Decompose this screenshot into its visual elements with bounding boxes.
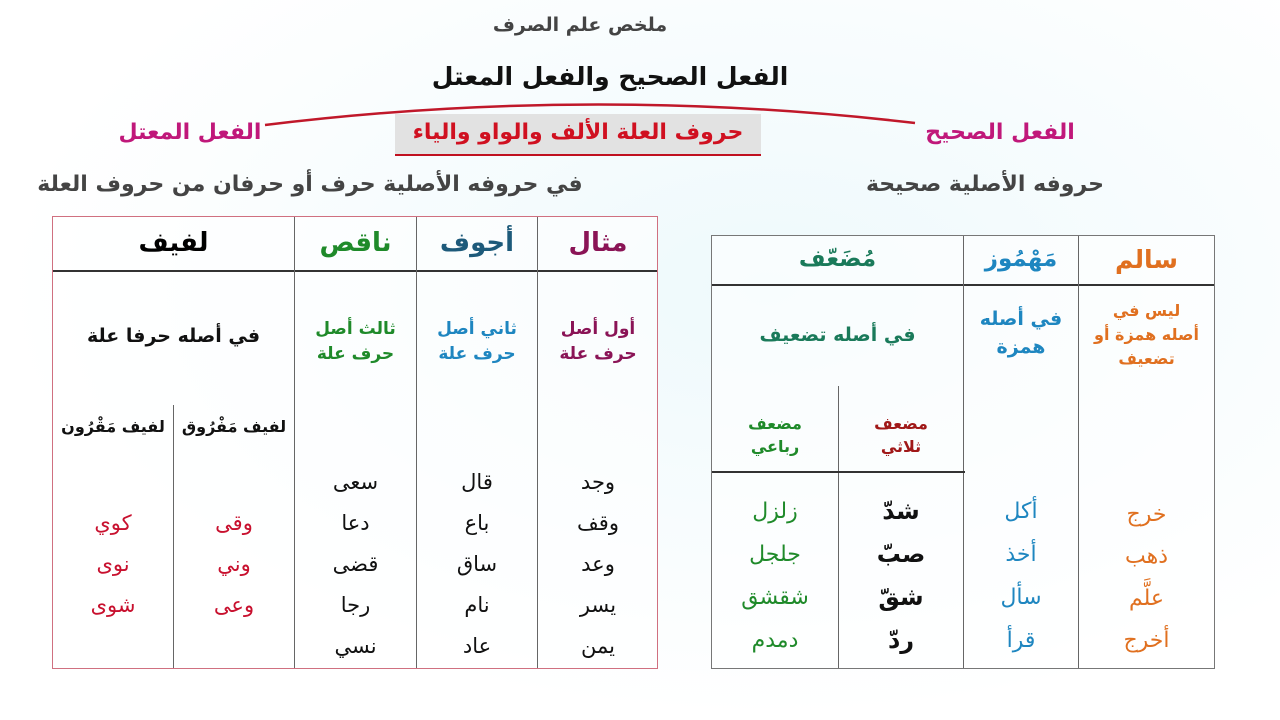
sub-header-line: مضعف	[748, 413, 802, 433]
mahmuz-words	[964, 490, 1078, 662]
desc-line: في أصله	[979, 308, 1063, 331]
desc-line: أول أصل	[560, 319, 636, 340]
mahmuz-description	[964, 298, 1078, 370]
desc-line: ثالث أصل	[315, 319, 396, 340]
subtitle: ملخص علم الصرف	[492, 14, 668, 36]
word: يمن	[581, 634, 615, 658]
word: وني	[217, 552, 251, 576]
word: وعى	[213, 593, 255, 617]
word: باع	[464, 511, 490, 535]
word: وقف	[577, 511, 619, 535]
lafif-maqrun-words	[53, 503, 173, 626]
word: شوى	[90, 593, 136, 617]
desc-line: أصله همزة أو	[1094, 325, 1199, 344]
naqis-description	[295, 307, 416, 377]
desc-line: تضعيف	[1118, 349, 1175, 368]
word: سعى	[332, 470, 379, 494]
lafif-mafruq-words	[174, 503, 294, 626]
lafif-maqrun-header: لفيف مَقْرُون	[61, 417, 165, 437]
desc-line: همزة	[996, 336, 1046, 358]
word: زلزل	[752, 499, 798, 524]
mudaaf-rubai-header	[712, 404, 838, 466]
mudaaf-rubai-words	[712, 490, 838, 662]
word: أخرج	[1123, 628, 1170, 653]
word: نسي	[334, 634, 377, 658]
word: صبّ	[876, 540, 926, 568]
word: ذهب	[1125, 544, 1169, 569]
column-header-lafif: لفيف	[138, 227, 209, 258]
desc-line: حرف علة	[438, 344, 516, 364]
desc-line: ليس في	[1112, 301, 1181, 320]
word: نام	[464, 593, 490, 617]
word: خرج	[1126, 502, 1167, 527]
column-header-mahmuz: مَهْمُوز	[984, 246, 1058, 273]
column-header-salim: سالم	[1115, 244, 1178, 274]
sahih-definition: حروفه الأصلية صحيحة	[865, 172, 1105, 197]
salim-description	[1079, 292, 1214, 378]
naqis-words	[295, 462, 416, 667]
word: دعا	[341, 511, 370, 535]
word: دمدم	[751, 628, 799, 653]
sub-header-line: ثلاثي	[880, 437, 922, 456]
word: رجا	[340, 593, 371, 617]
word: أخذ	[1005, 542, 1037, 567]
column-header-mithal: مثال	[568, 227, 628, 258]
word: جلجل	[749, 542, 801, 567]
column-header-mudaaf: مُضَعّف	[798, 246, 877, 273]
sahih-branch-label: الفعل الصحيح	[925, 120, 1075, 145]
sub-header-line: رباعي	[750, 437, 800, 456]
word: شدّ	[882, 497, 920, 525]
mutal-table	[52, 216, 658, 669]
mutal-branch-label: الفعل المعتل	[118, 120, 262, 145]
center-note: حروف العلة الألف والواو والياء	[395, 114, 761, 156]
word: وعد	[581, 552, 615, 576]
mithal-description	[538, 307, 658, 377]
mudaaf-thulathi-header	[839, 404, 963, 466]
divider	[53, 270, 657, 272]
word: قضى	[332, 552, 379, 576]
word: عاد	[462, 634, 492, 658]
desc-line: ثاني أصل	[437, 319, 517, 340]
column-header-naqis: ناقص	[319, 227, 392, 258]
desc-line: حرف علة	[559, 344, 637, 364]
mudaaf-thulathi-words	[839, 490, 963, 662]
ajwaf-words	[417, 462, 537, 667]
sub-header-line: مضعف	[874, 413, 928, 433]
lafif-description: في أصله حرفا علة	[87, 325, 261, 348]
word: وقى	[215, 511, 253, 535]
mutal-definition: في حروفه الأصلية حرف أو حرفان من حروف العلة	[37, 172, 583, 197]
lafif-mafruq-header: لفيف مَفْرُوق	[181, 417, 287, 437]
page-title: الفعل الصحيح والفعل المعتل	[431, 62, 789, 91]
word: كوي	[94, 511, 132, 535]
divider	[712, 471, 965, 473]
salim-words	[1079, 494, 1214, 662]
word: وجد	[580, 470, 616, 494]
word: علَّم	[1128, 586, 1165, 611]
mithal-words	[538, 462, 658, 667]
word: أكل	[1004, 499, 1038, 524]
column-header-ajwaf: أجوف	[439, 227, 515, 258]
ajwaf-description	[417, 307, 537, 377]
word: ردّ	[887, 626, 915, 654]
word: يسر	[579, 593, 617, 617]
word: نوى	[96, 552, 130, 576]
desc-line: حرف علة	[316, 344, 395, 364]
word: سأل	[1000, 585, 1042, 610]
sahih-table	[711, 235, 1215, 669]
word: شقشق	[741, 585, 809, 610]
word: ساق	[456, 552, 498, 576]
word: قرأ	[1006, 628, 1036, 653]
mudaaf-description: في أصله تضعيف	[759, 324, 916, 347]
word: قال	[461, 470, 493, 494]
word: شقّ	[878, 583, 924, 611]
